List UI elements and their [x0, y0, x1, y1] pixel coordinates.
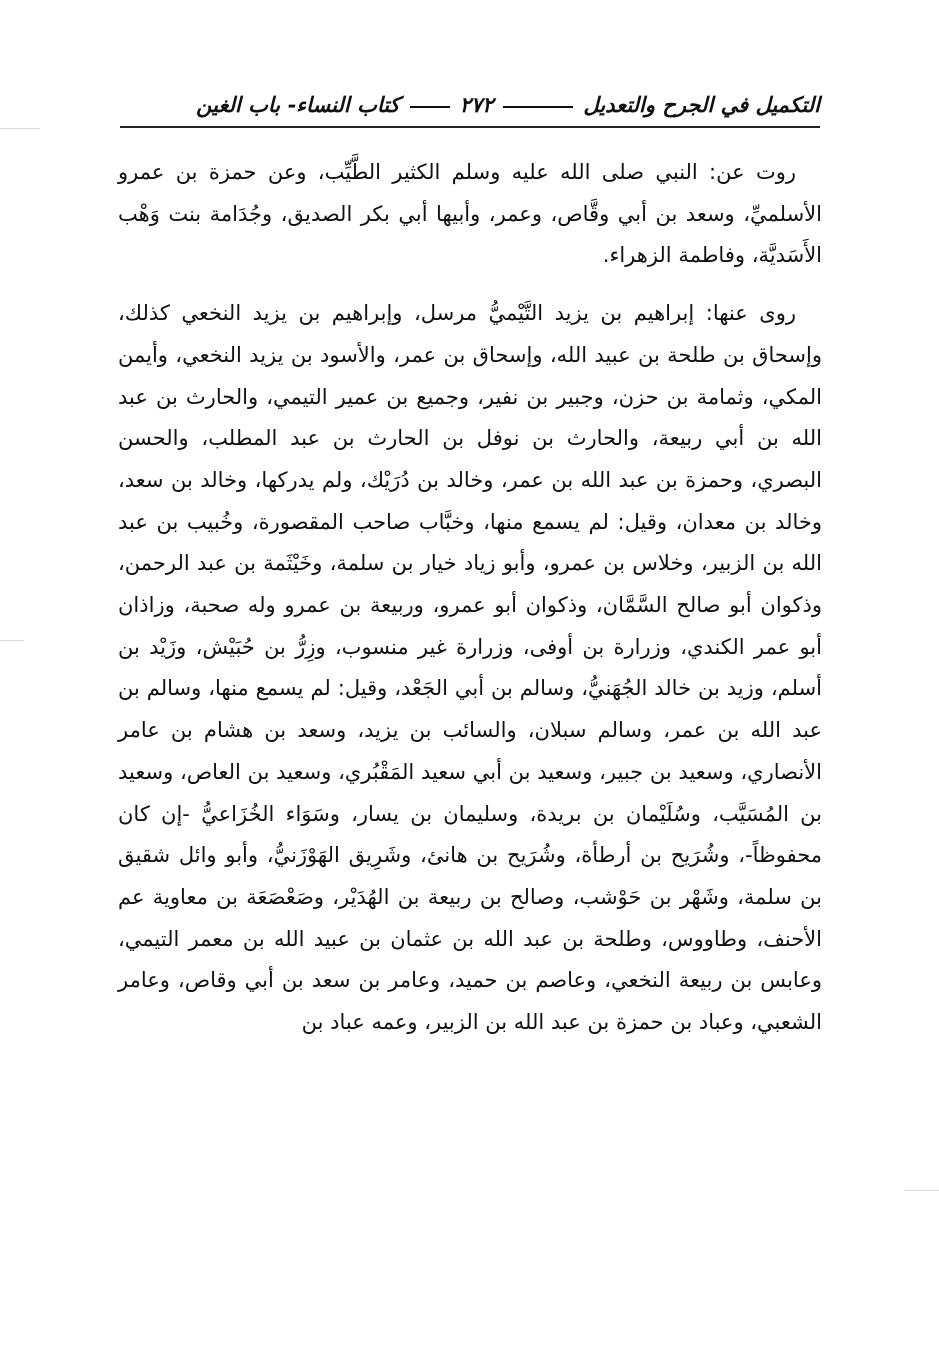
- body-text: [118, 152, 822, 1044]
- header-rule: [120, 126, 820, 128]
- scan-mark: [0, 640, 24, 641]
- page-number: ٢٧٢: [459, 92, 494, 117]
- paragraph-narrated-by: روى عنها: إبراهيم بن يزيد التَّيْميُّ مرسل، وإبراهيم بن يزيد النخعي كذلك، وإسحاق بن طلحة بن عبيد الله، وإسحاق بن عمر، والأسود بن يزيد النخعي، وأيمن المكي، وثمامة بن حزن، وجبير بن نفير، وجميع بن عمير التيمي، والحارث بن عبد الله بن أبي ربيعة، والحارث بن نوفل بن الحارث بن عبد المطلب، والحسن البصري، وحمزة بن عبد الله بن عمر، وخالد بن دُرَيْك، ولم يدركها، وخالد بن سعد، وخالد بن معدان، وقيل: لم يسمع منها، وخبَّاب صاحب المقصورة، وخُبيب بن عبد الله بن الزبير، وخلاس بن عمرو، وأبو زياد خيار بن سلمة، وخَيْثَمة بن عبد الرحمن، وذكوان أبو صالح السَّمَّان، وذكوان أبو عمرو، وربيعة بن عمرو وله صحبة، وزاذان أبو عمر الكندي، وزرارة بن أوفى، وزرارة غير منسوب، وزِرُّ بن حُبَيْش، وزَيْد بن أسلم، وزيد بن خالد الجُهَنيُّ، وسالم بن أبي الجَعْد، وقيل: لم يسمع منها، وسالم بن عبد الله بن عمر، وسالم سبلان، والسائب بن يزيد، وسعد بن هشام بن عامر الأنصاري، وسعيد بن جبير، وسعيد بن أبي سعيد المَقْبُري، وسعيد بن العاص، وسعيد بن المُسَيَّب، وسُلَيْمان بن بريدة، وسليمان بن يسار، وسَوَاء الخُزَاعيُّ -إن كان محفوظاً-، وشُرَيح بن أرطأة، وشُرَيح بن هانئ، وشَرِيق الهَوْزَنيُّ، وأبو وائل شقيق بن سلمة، وشَهْر بن حَوْشب، وصالح بن ربيعة بن الهُدَيْر، وصَعْصَعَة بن معاوية عم الأحنف، وطاووس، وطلحة بن عبد الله بن عثمان بن عبيد الله بن معمر التيمي، وعابس بن ربيعة النخعي، وعاصم بن حميد، وعامر بن سعد بن أبي وقاص، وعامر الشعبي، وعباد بن حمزة بن عبد الله بن الزبير، وعمه عباد بن: [118, 301, 822, 1035]
- header-dash: [410, 106, 450, 108]
- header-book-title: التكميل في الجرح والتعديل: [583, 92, 820, 117]
- running-header: [120, 86, 820, 124]
- scan-mark: [905, 1190, 939, 1191]
- header-section: كتاب النساء- باب الغين: [196, 92, 400, 117]
- paragraph-narrated-from: روت عن: النبي صلى الله عليه وسلم الكثير الطَّيِّب، وعن حمزة بن عمرو الأسلميِّ، وسعد بن أبي وقَّاص، وعمر، وأبيها أبي بكر الصديق، وجُدَامة بنت وَهْب الأَسَديَّة، وفاطمة الزهراء.: [118, 160, 822, 268]
- header-dash: [503, 106, 573, 108]
- scan-mark: [0, 128, 40, 129]
